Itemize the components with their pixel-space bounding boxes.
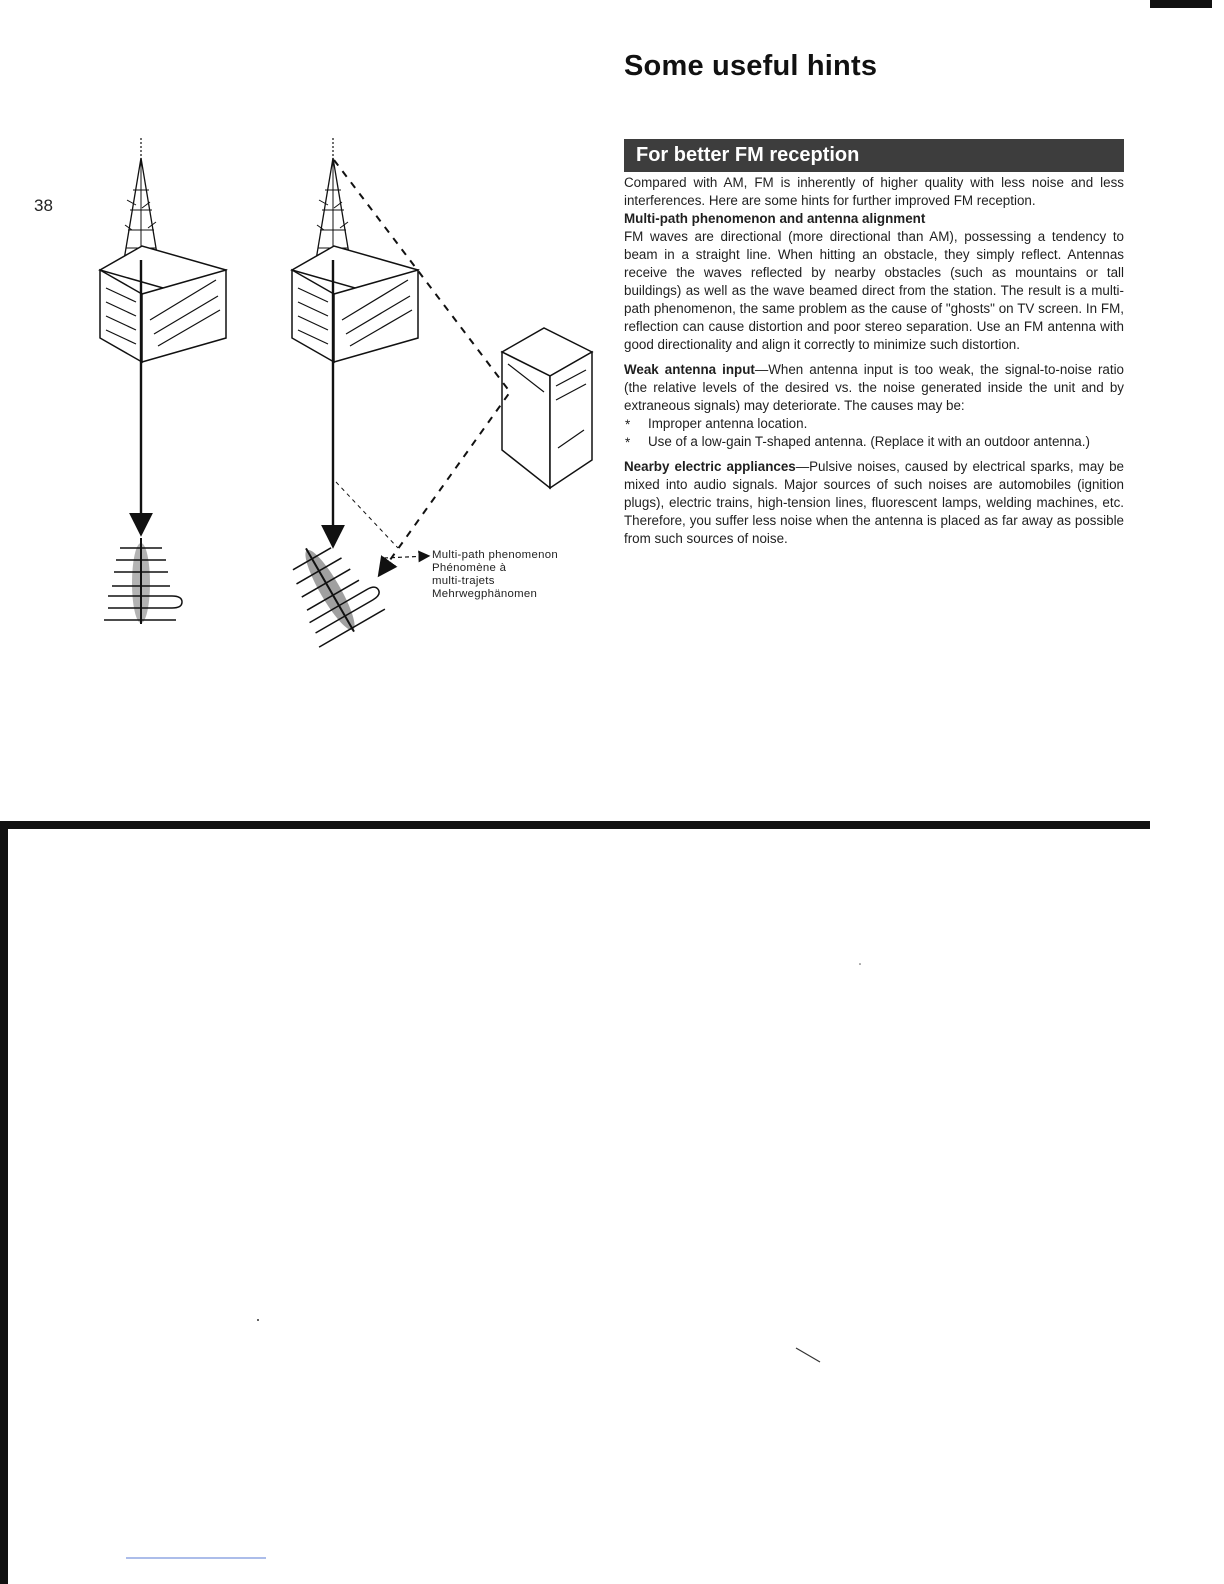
list-item: * Use of a low-gain T-shaped antenna. (Replace it with an outdoor antenna.) <box>624 433 1124 451</box>
weak-input-body: —When antenna input is too weak, the signal-to-noise ratio (the relative levels of the desired vs. the noise generated inside the unit and by extraneous signals) may deteriorate. The causes may be: <box>624 362 1124 413</box>
caption-line: multi-trajets <box>432 575 495 587</box>
appliances-label: Nearby electric appliances <box>624 459 796 474</box>
weak-input-label: Weak antenna input <box>624 362 755 377</box>
caption-line: Mehrwegphänomen <box>432 588 538 600</box>
section-heading: For better FM reception <box>624 139 1124 172</box>
multipath-paragraph: FM waves are directional (more directional than AM), possessing a tendency to beam in a straight line. When hitting an obstacle, they simply reflect. Antennas receive the waves reflected by nearby obstacles (such as mountains or tall buildings) as well as the wave beamed direct from the station. The result is a multi-path phenomenon, the same problem as the cause of "ghosts" on TV screen. In FM, reflection can cause distortion and poor stereo separation. Use an FM antenna with good directionality and align it correctly to minimize such distortion. <box>624 229 1124 352</box>
page-title: Some useful hints <box>624 50 878 82</box>
caption-line: Phénomène à <box>432 562 507 574</box>
list-item: * Improper antenna location. <box>624 415 1124 433</box>
caption-line: Multi-path phenomenon <box>432 549 558 561</box>
page-number: 38 <box>34 196 53 215</box>
intro-paragraph: Compared with AM, FM is inherently of higher quality with less noise and less interferences. Here are some hints for further improved FM reception. <box>624 175 1124 208</box>
appliances-body: —Pulsive noises, caused by electrical sparks, may be mixed into audio signals. Major sources of such noises are automobiles (ignition plugs), electric trains, high-tension lines, fluorescent lamps, welding machines, etc. Therefore, you suffer less noise when the antenna is placed as far away as possible from such sources of noise. <box>624 459 1124 546</box>
multipath-heading: Multi-path phenomenon and antenna alignment <box>624 211 926 226</box>
